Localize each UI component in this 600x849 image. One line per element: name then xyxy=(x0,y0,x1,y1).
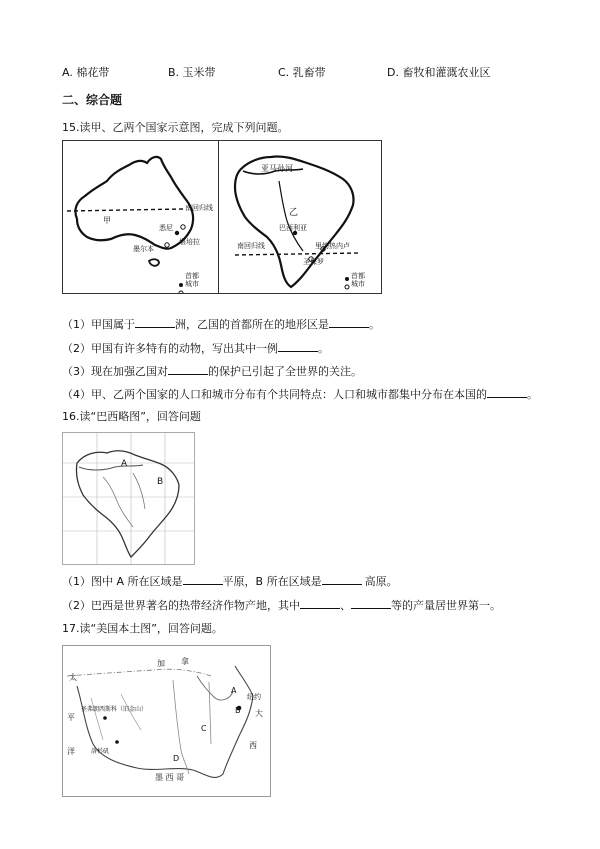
q16-sub2-part-b: 、 xyxy=(340,599,351,612)
q15-sub4-part-b: 。 xyxy=(527,388,538,401)
q15-sub3-part-b: 的保护已引起了全世界的关注。 xyxy=(208,365,362,378)
q16-sub1 xyxy=(62,573,398,589)
q16-sub2-part-c: 等的产量居世界第一。 xyxy=(391,599,501,612)
brazil-sketch-drawing xyxy=(63,433,194,564)
q16-sub1-part-c: 高原。 xyxy=(364,575,398,588)
q15-stem: 15.读甲、乙两个国家示意图，完成下列问题。 xyxy=(62,121,289,134)
label-xi-17: 西 xyxy=(249,741,257,750)
legend-capital-left: 首都 xyxy=(185,272,199,280)
q15-map-australia xyxy=(62,140,225,294)
label-jia: 甲 xyxy=(103,216,111,225)
label-sf: 圣弗朗西斯科（旧金山） xyxy=(81,706,148,713)
option-c: C. 乳畜带 xyxy=(278,66,326,79)
label-la: 洛杉矶 xyxy=(91,748,110,755)
answer-blank[interactable] xyxy=(487,387,527,398)
answer-blank[interactable] xyxy=(183,574,223,585)
q16-sub1-part-b: 平原，B 所在区域是 xyxy=(222,575,322,588)
q15-sub1-part-b: 洲，乙国的首都所在的地形区是 xyxy=(175,318,329,331)
label-sydney: 悉尼 xyxy=(159,224,173,232)
label-tropic-left: 南回归线 xyxy=(185,204,213,212)
q15-sub3 xyxy=(62,363,362,379)
q16-map-brazil xyxy=(62,432,195,565)
q15-sub1-part-c: 。 xyxy=(369,318,380,331)
option-b: B. 玉米带 xyxy=(168,66,216,79)
option-a: A. 棉花带 xyxy=(62,66,110,79)
label-rio: 里约热内卢 xyxy=(315,242,350,250)
label-yang-17: 洋 xyxy=(67,747,75,756)
australia-map-drawing xyxy=(63,141,224,293)
q15-sub1 xyxy=(62,316,380,332)
q17-stem: 17.读“美国本土图”，回答问题。 xyxy=(62,622,223,635)
label-melbourne: 墨尔本 xyxy=(133,245,154,253)
q15-sub2-part-a: （2）甲国有许多特有的动物，写出其中一例 xyxy=(62,342,278,355)
label-mexico: 墨 西 哥 xyxy=(155,773,185,782)
q16-sub1-part-a: （1）图中 A 所在区域是 xyxy=(62,575,183,588)
label-tropic-right: 南回归线 xyxy=(237,242,265,250)
label-yi: 乙 xyxy=(289,208,299,218)
label-b-17: B xyxy=(235,706,241,715)
q16-stem: 16.读“巴西略图”，回答问题 xyxy=(62,410,201,423)
legend-capital-right: 首都 xyxy=(351,272,365,280)
q15-map-brazil xyxy=(218,140,382,294)
answer-blank[interactable] xyxy=(135,317,175,328)
label-na-17: 拿 xyxy=(181,657,189,666)
label-amazon: 亚马孙河 xyxy=(261,164,293,173)
legend-city-left: 城市 xyxy=(185,280,199,288)
q15-sub4-part-a: （4）甲、乙两个国家的人口和城市分布有个共同特点：人口和城市都集中分布在本国的 xyxy=(62,388,487,401)
q15-sub2-part-b: 。 xyxy=(318,342,329,355)
answer-blank[interactable] xyxy=(278,341,318,352)
q16-sub2-part-a: （2）巴西是世界著名的热带经济作物产地，其中 xyxy=(62,599,300,612)
label-ny: 纽约 xyxy=(247,693,261,701)
label-da-17: 大 xyxy=(255,709,263,718)
label-c-17: C xyxy=(201,724,207,733)
label-ping-17: 平 xyxy=(67,713,75,722)
q17-map-usa xyxy=(62,645,271,797)
q15-sub2 xyxy=(62,340,329,356)
label-brasilia: 巴西利亚 xyxy=(279,224,307,232)
section-title: 二、综合题 xyxy=(62,93,123,107)
label-a: A xyxy=(121,459,128,469)
q15-sub1-part-a: （1）甲国属于 xyxy=(62,318,135,331)
q15-sub4 xyxy=(62,386,538,402)
answer-blank[interactable] xyxy=(351,598,391,609)
label-d-17: D xyxy=(173,754,180,763)
label-canberra: 堪培拉 xyxy=(179,238,200,246)
q15-sub3-part-a: （3）现在加强乙国对 xyxy=(62,365,168,378)
label-tai-17: 太 xyxy=(69,673,77,682)
answer-blank[interactable] xyxy=(300,598,340,609)
label-b: B xyxy=(157,477,164,487)
option-d: D. 畜牧和灌溉农业区 xyxy=(387,66,491,79)
answer-blank[interactable] xyxy=(329,317,369,328)
label-jia-17: 加 xyxy=(157,659,165,668)
answer-blank[interactable] xyxy=(168,364,208,375)
label-saopaulo: 圣保罗 xyxy=(303,258,324,266)
label-a-17: A xyxy=(231,686,237,695)
q16-sub2 xyxy=(62,597,501,613)
legend-city-right: 城市 xyxy=(351,280,365,288)
answer-blank[interactable] xyxy=(322,574,362,585)
